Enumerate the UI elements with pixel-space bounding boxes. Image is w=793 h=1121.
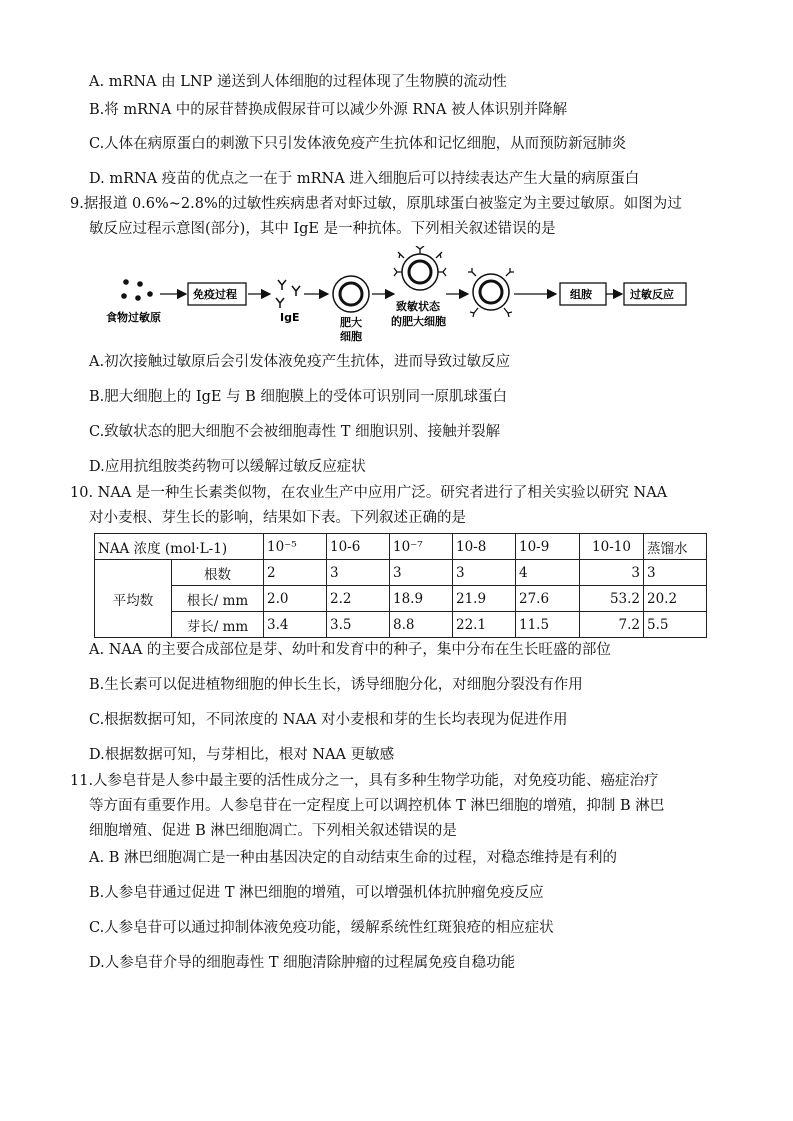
header-concentration: 10⁻⁵ [264, 534, 327, 560]
table-cell: 3.5 [327, 612, 390, 638]
q8-option-b: B.将 mRNA 中的尿苷替换成假尿苷可以减少外源 RNA 被人体识别并降解 [89, 102, 568, 118]
q10-stem-line1: 10. NAA 是一种生长素类似物，在农业生产中应用广泛。研究者进行了相关实验以研究 NAA [70, 485, 668, 501]
q10-option-c: C.根据数据可知，不同浓度的 NAA 对小麦根和芽的生长均表现为促进作用 [89, 712, 568, 728]
table-cell: 5.5 [644, 612, 707, 638]
allergen-label: 食物过敏原 [106, 311, 161, 324]
table-cell: 8.8 [390, 612, 453, 638]
table-header-row [95, 534, 707, 560]
q11-stem-line2: 等方面有重要作用。人参皂苷在一定程度上可以调控机体 T 淋巴细胞的增殖，抑制 B 淋巴 [89, 798, 665, 814]
ige-antibodies [276, 280, 300, 308]
q11-stem-line1: 11.人参皂苷是人参中最主要的活性成分之一，具有多种生物学功能，对免疫功能、癌症治疗 [70, 773, 659, 789]
q9-option-d: D.应用抗组胺类药物可以缓解过敏反应症状 [89, 459, 366, 475]
activated-mast-cell [468, 268, 514, 317]
table-cell: 3.4 [264, 612, 327, 638]
header-concentration: 10-10 [580, 534, 644, 560]
table-cell: 11.5 [516, 612, 580, 638]
table-cell: 3 [453, 560, 516, 586]
q9-option-a: A.初次接触过敏原后会引发体液免疫产生抗体，进而导致过敏反应 [89, 354, 511, 370]
table-row [95, 560, 707, 586]
row-label: 根数 [172, 560, 264, 586]
table-cell: 7.2 [580, 612, 644, 638]
mast-cell-label-2: 细胞 [340, 330, 362, 343]
group-label: 平均数 [95, 560, 172, 638]
row-label: 芽长/ mm [172, 612, 264, 638]
table-cell: 27.6 [516, 586, 580, 612]
q9-option-b: B.肥大细胞上的 IgE 与 B 细胞膜上的受体可识别同一原肌球蛋白 [89, 389, 507, 405]
q8-option-d: D. mRNA 疫苗的优点之一在于 mRNA 进入细胞后可以持续表达产生大量的病原蛋白 [89, 171, 640, 187]
ige-label: IgE [280, 311, 300, 324]
q10-option-b: B.生长素可以促进植物细胞的伸长生长，诱导细胞分化，对细胞分裂没有作用 [89, 677, 583, 693]
header-concentration: 10-8 [453, 534, 516, 560]
mast-cell [333, 276, 369, 312]
header-concentration: 10⁻⁷ [390, 534, 453, 560]
allergic-reaction-label: 过敏反应 [630, 288, 674, 301]
allergy-process-diagram [100, 246, 700, 346]
mast-cell-label-1: 肥大 [340, 316, 362, 329]
q11-option-d: D.人参皂苷介导的细胞毒性 T 细胞清除肿瘤的过程属免疫自稳功能 [89, 955, 516, 971]
allergen-dots [121, 279, 153, 301]
header-concentration: 蒸馏水 [644, 534, 707, 560]
histamine-label: 组胺 [570, 288, 592, 301]
table-cell: 3 [644, 560, 707, 586]
q9-stem-line1: 9.据报道 0.6%~2.8%的过敏性疾病患者对虾过敏，原肌球蛋白被鉴定为主要过敏原。如图为过 [70, 196, 682, 212]
table-cell: 20.2 [644, 586, 707, 612]
q9-stem-line2: 敏反应过程示意图(部分)，其中 IgE 是一种抗体。下列相关叙述错误的是 [89, 221, 556, 237]
q11-option-c: C.人参皂苷可以通过抑制体液免疫功能，缓解系统性红斑狼疮的相应症状 [89, 920, 554, 936]
table-cell: 2.2 [327, 586, 390, 612]
header-concentration: 10-9 [516, 534, 580, 560]
q11-option-b: B.人参皂苷通过促进 T 淋巴细胞的增殖，可以增强机体抗肿瘤免疫反应 [89, 885, 544, 901]
table-cell: 4 [516, 560, 580, 586]
table-cell: 22.1 [453, 612, 516, 638]
q8-option-a: A. mRNA 由 LNP 递送到人体细胞的过程体现了生物膜的流动性 [89, 74, 507, 90]
table-row [95, 586, 707, 612]
q10-stem-line2: 对小麦根、芽生长的影响，结果如下表。下列叙述正确的是 [89, 510, 466, 526]
q8-option-c: C.人体在病原蛋白的刺激下只引发体液免疫产生抗体和记忆细胞，从而预防新冠肺炎 [89, 136, 627, 152]
table-cell: 2.0 [264, 586, 327, 612]
table-cell: 2 [264, 560, 327, 586]
header-concentration-label: NAA 浓度 (mol·L-1) [95, 534, 264, 560]
sensitized-label-1: 致敏状态 [396, 300, 440, 313]
row-label: 根长/ mm [172, 586, 264, 612]
q10-option-a: A. NAA 的主要合成部位是芽、幼叶和发育中的种子，集中分布在生长旺盛的部位 [89, 642, 611, 658]
table-cell: 21.9 [453, 586, 516, 612]
table-cell: 53.2 [580, 586, 644, 612]
table-cell: 3 [327, 560, 390, 586]
q11-stem-line3: 细胞增殖、促进 B 淋巴细胞凋亡。下列相关叙述错误的是 [89, 823, 457, 839]
immune-process-label: 免疫过程 [193, 288, 237, 301]
q10-option-d: D.根据数据可知，与芽相比，根对 NAA 更敏感 [89, 747, 395, 763]
table-cell: 3 [580, 560, 644, 586]
table-cell: 3 [390, 560, 453, 586]
q11-option-a: A. B 淋巴细胞凋亡是一种由基因决定的自动结束生命的过程，对稳态维持是有利的 [89, 850, 617, 866]
naa-data-table [94, 533, 707, 638]
header-concentration: 10-6 [327, 534, 390, 560]
q9-option-c: C.致敏状态的肥大细胞不会被细胞毒性 T 细胞识别、接触并裂解 [89, 424, 501, 440]
sensitized-mast-cell [394, 246, 446, 290]
sensitized-label-2: 的肥大细胞 [391, 315, 446, 328]
table-cell: 18.9 [390, 586, 453, 612]
table-row [95, 612, 707, 638]
